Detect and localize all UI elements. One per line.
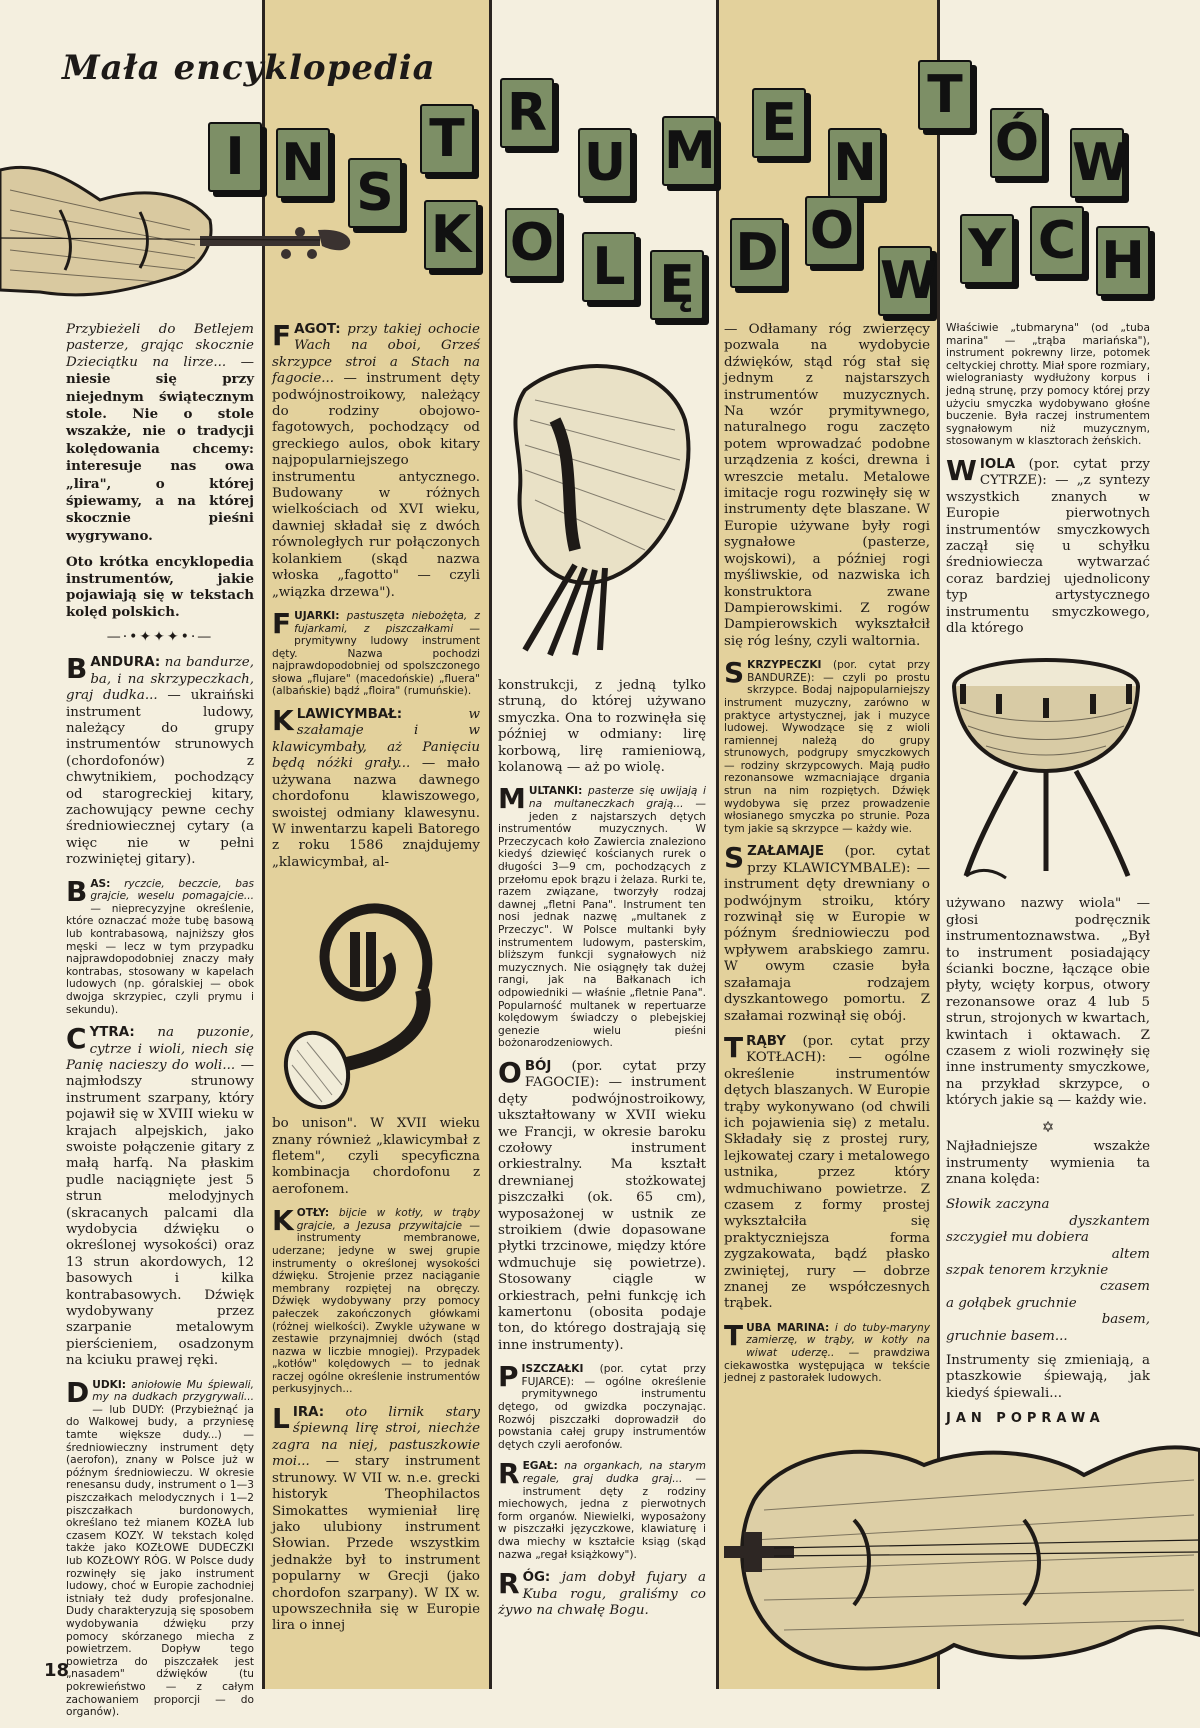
horn-illustration <box>272 880 472 1110</box>
page-number: 18 <box>44 1660 70 1681</box>
double-bass-illustration <box>724 1420 1200 1685</box>
title-letter: E <box>752 88 806 158</box>
headword: UDKI: <box>92 1378 127 1391</box>
title-letter: Y <box>960 214 1014 284</box>
entry-lira-cont: konstrukcji, z jedną tylko struną, do której używano smyczka. Ona to rozwinęła się później w odmiany: lirę korbową, lirę ramieniową, kolanową — aż po wiolę. <box>498 678 706 776</box>
title-letter: C <box>1030 206 1084 276</box>
column-rule <box>489 0 492 1689</box>
entry-lira: LIRA: oto lirnik stary śpiewną lirę stroi, niechże zagra na niej, pastuszkowie moi... — stary instrument strunowy. W VII w. n.e. grecki historyk Theophilactos Simokattes wymieniał lirę jako ulubiony instrument Słowian. Przede wszystkim jednakże był to instrument popularny w Grecji (jako chordofon szarpany). W IX w. upowszechniła się w Europie lira o innej <box>272 1402 480 1634</box>
title-letter: Ę <box>650 250 704 320</box>
headword: AS: <box>90 877 111 890</box>
kettledrum-illustration <box>946 646 1146 886</box>
column-2 <box>272 319 480 1644</box>
entry-regal: REGAŁ: na organkach, na starym regale, graj dudka graj... — instrument dęty z rodziny miechowych, jedna z pierwotnych form organów. Niewielki, wyposażony w piszczałki języczkowe, klawiaturę i dwa miechy w kształcie ksiąg (skąd nazwa „regał książkowy"). <box>498 1457 706 1561</box>
viola-illustration <box>0 150 355 310</box>
title-letter: S <box>348 158 402 228</box>
title-letter: U <box>578 128 632 198</box>
entry-fujarki: FUJARKI: pastuszęta niebożęta, z fujarkami, z piszczałkami — prymitywny ludowy instrument dęty. Nazwa pochodzi najprawdopodobniej od spolszczonego słowa „flujare" (macedońskie) „fluera" (albańskie) bądź „floira" (rumuńskie). <box>272 606 480 698</box>
entry-kotly: KOTŁY: bijcie w kotły, w trąby grajcie, a Jezusa przywitajcie — instrumenty membranowe, uderzane; jedyne w swej grupie instrumenty o określonej wysokości dźwięku. Strojenie przez naciąganie membrany rozpiętej na obręczy. Dźwięk wydobywany przy pomocy pałeczek zakończonych główkami (różnej wielkości). Zwykle używane w zestawie przynajmniej dwóch (stąd nazwa w liczbie mnogiej). Przypadek „kotłów" kolędowych — to jednak raczej ogólne określenie instrumentów perkusyjnych... <box>272 1204 480 1396</box>
title-letter: N <box>828 128 882 198</box>
column-5 <box>946 322 1150 1428</box>
entry-wiola-cont: używano nazwy wiola" — głosi podręcznik instrumentoznawstwa. „Był to instrument posiadający ścianki boczne, łączące obie płyty, wcięty korpus, otwory rezonansowe oraz 4 lub 5 strun, strojonych w kwartach, kwintach i oktawach. Z czasem z wioli rozwinęły się inne instrumenty smyczkowe, na przykład skrzypce, o których jakie są — każdy wie. <box>946 896 1150 1109</box>
title-letter: W <box>1070 128 1124 198</box>
intro-text: niesie się przy niejednym świątecznym stole. Nie o stole wszakże, nie o tradycji kolędowania chcemy: interesuje nas owa „lira", o której śpiewamy, a na której skocznie pieśni wygrywano. <box>66 371 254 544</box>
column-1 <box>66 322 254 1728</box>
column-rule <box>716 0 719 1689</box>
entry-tuba-cont: Właściwie „tubmaryna" (od „tuba marina" — „trąba mariańska"), instrument pokrewny lirze, potomek celtyckiej chrotty. Miał spore rozmiary, wielograniasty wydłużony korpus i jedną strunę, przy pomocy której przy użyciu smyczka wydobywano głośne buczenie. Była raczej instrumentem sygnałowym niż muzycznym, stosowanym w klasztorach żeńskich. <box>946 322 1150 448</box>
entry-klawicymbal: KLAWICYMBAŁ: w szałamaje i w klawicymbały, aż Panięciu będą nóżki grały... — mało używana nazwa dawnego chordofonu klawiszowego, swoistej odmiany klawesynu. W inwentarzu kapeli Batorego z roku 1586 znajdujemy „klawicymbał, al- <box>272 704 480 870</box>
entry-piszczalki: PISZCZAŁKI (por. cytat przy FUJARCE): — ogólne określenie prymitywnego instrumentu dętego, od gwizdka poczynając. Rozwój piszczałki doprowadził do powstania całej grupy instrumentów dętych czyli aerofonów. <box>498 1360 706 1451</box>
title-letter: Ó <box>990 108 1044 178</box>
entry-dudki: DUDKI: aniołowie Mu śpiewali, my na dudkach przygrywali... — lub DUDY: (Przybieżnąć ja do Walkowej budy, a przyniesę tamte większe dudy...) — średniowieczny instrument dęty (aerofon), znany w Polsce już w późnym średniowieczu. W okresie renesansu dudy, instrument o 1—3 piszczałkach melodycznych i 1—2 piszczałkach burdonowych, określano też mianem KOZŁA lub czasem KOZY. W tekstach kolęd także jako KOZŁOWE DUDECZKI lub KOZŁOWY RÓG. W Polsce dudy rozwinęły się jako instrument ludowy, choć w Europie zachodniej istniały też dudy profesjonalne. Dudy charakteryzują się sposobem wydobywania dźwięku przy pomocy skórzanego miecha z powietrzem. Dopływ tego powietrza do piszczałek jest „nasadem" dźwięków (tu pokrewieństwo — z całym zachowaniem proporcji — do organów). <box>66 1375 254 1719</box>
entry-fagot: FAGOT: przy takiej ochocie Wach na oboi, Grześ skrzypce stroi a Stach na fagocie... — instrument dęty podwójnostroikowy, należący do rodziny obojowo-fagotowych, pochodzący od greckiego aulos, obok kitary najpopularniejszego instrumentu antycznego. Budowany w różnych wielkościach od XVI wieku, dawniej składał się z dwóch równoległych rur połączonych kolankiem (skąd nazwa włoska „fagotto" — czyli „wiązka drzewa"). <box>272 319 480 600</box>
title-letter: K <box>424 200 478 270</box>
title-letter: I <box>208 122 262 192</box>
title-letter: D <box>730 218 784 288</box>
entry-rog-body: — Odłamany róg zwierzęcy pozwala na wydobycie dźwięków, stąd róg stał się jednym z najstarszych instrumentów muzycznych. Na wzór prymitywnego, naturalnego rogu zaczęto potem wprowadzać podobne urządzenia z kości, drewna i wreszcie metalu. Metalowe imitacje rogu rozwinęły się w instrumenty dęte blaszane. W Europie używane były rogi sygnałowe (pasterze, wojskowi), a później rogi myśliwskie, od nazwiska ich konstruktora zwane Dampierowskimi. Z rogów Dampierowskich wykształcił się róg leśny, czyli waltornia. <box>724 322 930 649</box>
author-signature: JAN POPRAWA <box>946 1411 1105 1427</box>
title-letter: L <box>582 232 636 302</box>
entry-multanki: MULTANKI: pasterze się uwijają i na multaneczkach grają... — jeden z najstarszych dętych instrumentów muzycznych. W Przeczycach koło Zawiercia znaleziono kiedyś dziewięć kościanych rurek o długości 3—9 cm, pochodzących z przełomu epok brązu i żelaza. Rurki te, razem związane, tworzyły rodzaj dawnej „fletni Pana". Instrument ten nosi jednak nazwę „multanek z Przeczyc". W Polsce multanki były instrumentem ludowym, pasterskim, bliższym funkcji sygnałowych niż muzycznych. Nie osiągnęły tak dużej rangi, jak na Bałkanach ich odpowiedniki — właśnie „fletnie Pana". Popularność multanek w repertuarze kolędowym świadczy o plebejskiej genezie wielu pieśni bożonarodzeniowych. <box>498 782 707 1050</box>
closing-text: Najładniejsze wszakże instrumenty wymienia ta znana kolęda: <box>946 1139 1150 1187</box>
entry-bas: BAS: ryczcie, beczcie, bas grajcie, weselu pomagajcie... — nieprecyzyjne określenie, które oznaczać może tubę basową lub kontrabasową, najniższy głos męski — lecz w tym przypadku najprawdopodobniej znaczy mały kontrabas, stosowany w kapelach ludowych (np. góralskiej — obok dwojga skrzypiec, czyli prymu i sekundu). <box>66 874 254 1016</box>
column-3 <box>498 678 706 1628</box>
entry-traby: TRĄBY (por. cytat przy KOTŁACH): — ogólne określenie instrumentów dętych blaszanych. W Europie trąby wykonywano (od chwili ich pojawienia się) z metalu. Składały się z prostej rury, lejkowatej czary i metalowego ustnika, przez który wdmuchiwano powietrze. Z czasem z formy prostej wykształciła się praktyczniejsza forma zygzakowata, bądź płasko zwiniętej, rury — dobrze znanej ze współczesnych trąbek. <box>724 1030 930 1312</box>
entry-oboj: OBÓJ (por. cytat przy FAGOCIE): — instrument dęty podwójnostroikowy, ukształtowany w XVII wieku we Francji, w okresie baroku czołowy instrument orkiestralny. Ma kształt drewnianej stożkowatej piszczałki (ok. 65 cm), wyposażonej w ustnik ze stroikiem (dwie dopasowane płytki trzcinowe, między które wdmuchuje się powietrze). Stosowany ciągle w orkiestrach, pełni funkcję ich kamertonu (obosita podaje ton, do którego dostrajają się inne instrumenty). <box>498 1055 706 1353</box>
final-text: Instrumenty się zmieniają, a ptaszkowie śpiewają, jak kiedyś śpiewali... <box>946 1352 1150 1401</box>
title-letter: O <box>505 208 559 278</box>
title-letter: M <box>662 116 716 186</box>
series-subtitle: Mała encyklopedia <box>62 48 436 88</box>
entry-cytra: CYTRA: na puzonie, cytrze i wioli, niech się Panię nacieszy do woli... — najmłodszy strunowy instrument szarpany, który pojawił się w XVIII wieku w krajach alpejskich, jako swoiste połączenie gitary z małą harfą. Na płaskim pudle naciągnięte jest 5 strun melodyjnych (skracanych palcami dla wydobycia dźwięku o określonej wysokości) oraz 13 strun akordowych, 12 basowych i kilka kontrabasowych. Dźwięk wydobywany przez szarpanie metalowym pierścieniem, osadzonym na kciuku prawej ręki. <box>66 1022 254 1369</box>
entry-tuba-marina: TUBA MARINA: i do tuby-maryny zamierzę, w trąby, w kotły na wiwat uderzę.. — prawdziwa ciekawostka występująca w tekście jednej z pastorałek ludowych. <box>724 1318 931 1385</box>
title-letter: N <box>276 128 330 198</box>
headword: ANDURA: <box>90 655 161 671</box>
title-letter: T <box>918 60 972 130</box>
entry-rog: RÓG: jam dobył fujary a Kuba rogu, graliśmy co żywo na chwałę Bogu. <box>498 1567 706 1618</box>
title-letter: W <box>878 246 932 316</box>
title-letter: T <box>420 104 474 174</box>
entry-bandura: BANDURA: na bandurze, ba, i na skrzypeczkach, graj dudka... — ukraiński instrument ludowy, należący do grupy instrumentów strunowych (chordofonów) z chwytnikiem, pochodzący od starogreckiej kitary, zachowujący pewne cechy średniowiecznej cytary (a więc nie w pełni rozwiniętej gitary). <box>66 652 254 868</box>
title-letter: O <box>805 196 859 266</box>
bagpipe-illustration <box>495 350 710 670</box>
title-letter: H <box>1096 226 1150 296</box>
star-ornament: ✡ <box>1041 1117 1055 1136</box>
column-4 <box>724 322 930 1394</box>
entry-wiola: WIOLA (por. cytat przy CYTRZE): — „z syntezy wszystkich znanych w Europie pierwotnych instrumentów smyczkowych zaczął się u schyłku średniowiecza wytwarzać coraz bardziej ujednolicony typ artystycznego instrumentu smyczkowego, dla którego <box>946 453 1150 636</box>
intro-text-2: Oto krótka encyklopedia instrumentów, jakie pojawiają się w tekstach kolęd polskich. <box>66 554 254 620</box>
entry-klawicymbal-cont: bo unison". W XVII wieku znany również „klawicymbał z fletem", czyli specyficzna kombinacja chordofonu z aerofonem. <box>272 1116 480 1197</box>
entry-szalamaje: SZAŁAMAJE (por. cytat przy KLAWICYMBALE): — instrument dęty drewniany o podwójnym stroiku, który rozwinął się w Europie w późnym średniowieczu pod wpływem arabskiego zamru. W owym czasie była szałamaja rodzajem dyszkantowego pomortu. Z szałamai rozwinął się obój. <box>724 841 930 1024</box>
entry-skrzypeczki: SKRZYPECZKI (por. cytat przy BANDURZE): — czyli po prostu skrzypce. Bodaj najpopularniejszy instrument muzyczny, zarówno w praktyce artystycznej, jak i muzyce ludowej. Wywodzące się z wioli ramiennej należą do grupy strunowych, podgrupy smyczkowych — rodziny skrzypcowych. Mają pudło rezonansowe wzmacniające drgania strun na nim rozpiętych. Dźwięk wydobywa się przez prowadzenie włosianego smyczka po strunie. Poza tym jakie są skrzypce — każdy wie. <box>724 656 930 835</box>
title-letter: R <box>500 78 554 148</box>
ornament-divider: —·•✦✦✦•·— <box>106 628 214 645</box>
carol-verse: Słowik zaczyna dyszkantem szczygieł mu dobiera altem szpak tenorem krzyknie czasem a gołąbek gruchnie basem, gruchnie basem... <box>946 1197 1150 1344</box>
headword: YTRA: <box>89 1025 135 1041</box>
intro-quote: Przybieżeli do Betlejem pasterze, grając skocznie Dzieciątku na lirze... — <box>66 322 254 370</box>
